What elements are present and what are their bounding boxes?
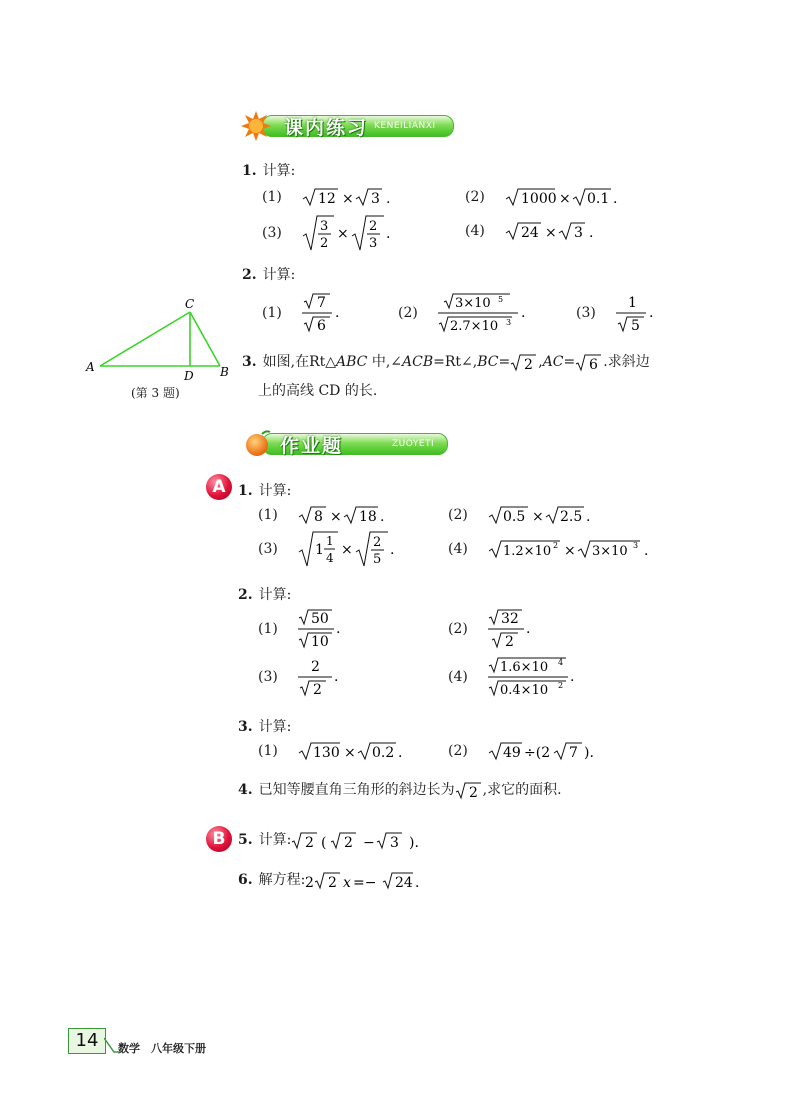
part-label: (1)	[258, 621, 278, 637]
point-c-label: C	[185, 297, 195, 311]
part-label: (4)	[448, 669, 468, 685]
svg-text:0.4×10: 0.4×10	[500, 683, 549, 698]
question-2-homework	[238, 584, 291, 604]
math-expression	[291, 830, 441, 850]
page-number: 14	[68, 1028, 106, 1054]
part-label: (1)	[262, 305, 282, 321]
question-2-practice	[242, 264, 295, 284]
svg-text:).: ).	[409, 835, 420, 850]
svg-text:3: 3	[369, 236, 378, 251]
svg-text:0.2: 0.2	[372, 745, 395, 761]
svg-text:×: ×	[341, 542, 354, 558]
s1-q1-part3	[262, 214, 422, 252]
svg-text:×: ×	[342, 191, 355, 207]
book-title: 数学 八年级下册	[118, 1042, 206, 1055]
question-text: 计算:	[258, 832, 292, 848]
s1-q2-part1	[262, 292, 362, 334]
svg-text:0.1: 0.1	[587, 191, 610, 207]
svg-text:.: .	[415, 875, 420, 890]
side-ac	[100, 312, 190, 366]
svg-text:x: x	[343, 875, 352, 890]
section-title: 课内练习	[284, 117, 369, 139]
orange-ball-icon	[242, 428, 272, 458]
svg-text:2: 2	[320, 236, 329, 251]
svg-text:3: 3	[320, 219, 329, 234]
section-subtitle: ZUOYETI	[392, 439, 435, 449]
svg-text:0.5: 0.5	[503, 509, 526, 525]
svg-text:.: .	[570, 669, 575, 685]
question-3-practice: 3. 如图,在Rt△ABC 中,∠ACB=Rt∠,BC= 2 ,AC= 6 .求斜边	[242, 354, 650, 372]
question-text: 已知等腰直角三角形的斜边长为	[258, 782, 455, 798]
svg-text:5: 5	[498, 295, 504, 304]
s2-q2-part1	[258, 608, 358, 650]
part-label: (4)	[448, 541, 468, 557]
svg-text:2: 2	[311, 659, 321, 675]
svg-text:×: ×	[545, 225, 558, 241]
s2-q2-part4	[448, 656, 588, 698]
svg-text:.: .	[586, 509, 591, 525]
svg-text:32: 32	[501, 611, 520, 627]
svg-text:2.7×10: 2.7×10	[450, 319, 499, 334]
svg-text:4: 4	[558, 658, 564, 667]
question-text-end: ,求它的面积.	[482, 782, 562, 798]
svg-text:2.5: 2.5	[560, 509, 583, 525]
svg-text:5: 5	[373, 552, 382, 567]
svg-text:3: 3	[574, 225, 584, 241]
svg-text:.: .	[390, 542, 395, 558]
svg-text:.: .	[334, 669, 339, 685]
svg-text:×: ×	[532, 509, 545, 525]
svg-text:3: 3	[506, 318, 512, 327]
question-number: 4.	[238, 782, 253, 798]
question-6-homework	[238, 870, 455, 890]
svg-text:3: 3	[633, 541, 639, 550]
svg-text:18: 18	[359, 509, 378, 525]
svg-text:12: 12	[318, 191, 337, 207]
part-label: (2)	[448, 743, 468, 759]
point-a-label: A	[86, 360, 95, 374]
question-text: 解方程:	[258, 872, 306, 888]
math-expression	[488, 608, 548, 650]
svg-text:.: .	[386, 191, 391, 207]
part-label: (2)	[448, 621, 468, 637]
svg-text:3×10: 3×10	[455, 296, 492, 311]
svg-text:.: .	[589, 225, 594, 241]
part-label: (2)	[398, 305, 418, 321]
svg-text:2: 2	[305, 875, 315, 890]
svg-text:×: ×	[337, 226, 350, 242]
math-expression	[298, 504, 408, 526]
s2-q3-part1	[258, 740, 418, 762]
question-3-homework	[238, 716, 291, 736]
question-text: 如图,在Rt△ABC 中,∠ACB=Rt∠,BC=	[262, 354, 511, 370]
sun-icon	[240, 110, 272, 142]
svg-text:(: (	[321, 835, 327, 850]
s1-q1-part1	[262, 186, 422, 208]
question-3-line2: 上的高线 CD 的长.	[258, 383, 378, 399]
svg-text:2: 2	[505, 634, 515, 650]
svg-text:.: .	[398, 745, 403, 761]
svg-text:.: .	[336, 621, 341, 637]
svg-text:2: 2	[553, 541, 559, 550]
svg-text:2: 2	[305, 835, 315, 850]
svg-text:8: 8	[314, 509, 324, 525]
svg-text:10: 10	[311, 634, 330, 650]
part-label: (2)	[448, 507, 468, 523]
svg-text:.: .	[649, 305, 654, 321]
math-expression	[298, 530, 418, 568]
part-label: (3)	[262, 225, 282, 241]
svg-text:1.2×10: 1.2×10	[503, 544, 552, 559]
part-label: (3)	[576, 305, 596, 321]
svg-text:2: 2	[373, 535, 382, 550]
part-label: (1)	[258, 743, 278, 759]
svg-text:.: .	[380, 509, 385, 525]
level-a-badge: A	[206, 474, 232, 500]
svg-text:6: 6	[317, 318, 327, 334]
s1-q1-part2	[465, 186, 655, 208]
question-1-practice	[242, 160, 295, 180]
s2-q1-part3	[258, 530, 418, 568]
question-5-homework	[238, 830, 441, 850]
svg-text:24: 24	[521, 225, 540, 241]
svg-text:×: ×	[344, 745, 357, 761]
math-expression	[488, 504, 608, 526]
svg-text:×: ×	[330, 509, 343, 525]
question-number: 3.	[238, 719, 253, 735]
svg-text:2: 2	[369, 219, 378, 234]
svg-text:2: 2	[524, 357, 534, 372]
svg-text:2: 2	[344, 835, 354, 850]
svg-text:1: 1	[326, 534, 335, 548]
s1-q2-part2	[398, 292, 538, 334]
svg-text:.: .	[644, 543, 649, 559]
s2-q3-part2	[448, 740, 618, 762]
math-expression	[438, 292, 538, 334]
svg-text:2: 2	[313, 682, 323, 698]
part-label: (4)	[465, 223, 485, 239]
question-number: 6.	[238, 872, 253, 888]
math-expression	[505, 220, 625, 242]
part-label: (3)	[258, 669, 278, 685]
svg-text:50: 50	[311, 611, 330, 627]
question-text: 计算:	[258, 587, 292, 603]
s1-q1-part4	[465, 220, 625, 242]
svg-text:.: .	[335, 305, 340, 321]
svg-text:7: 7	[317, 295, 327, 311]
question-number: 1.	[242, 163, 257, 179]
svg-text:−: −	[363, 835, 376, 850]
svg-text:÷(2: ÷(2	[524, 745, 551, 761]
question-text: 计算:	[262, 267, 296, 283]
math-expression	[302, 186, 422, 208]
part-label: (1)	[258, 507, 278, 523]
math-expression	[302, 292, 362, 334]
s2-q1-part2	[448, 504, 608, 526]
s1-q2-part3	[576, 292, 676, 334]
svg-text:6: 6	[589, 357, 599, 372]
svg-text:4: 4	[326, 551, 335, 565]
math-sqrt6	[575, 352, 603, 372]
math-expression	[488, 538, 658, 560]
s2-q1-part1	[258, 504, 408, 526]
question-number: 2.	[242, 267, 257, 283]
svg-text:3: 3	[371, 191, 381, 207]
point-b-label: B	[220, 365, 229, 379]
svg-text:=−: =−	[353, 875, 377, 890]
svg-text:24: 24	[395, 875, 414, 890]
s2-q2-part3	[258, 656, 358, 698]
svg-text:1000: 1000	[521, 191, 558, 207]
question-4-homework	[238, 780, 562, 800]
math-expression	[616, 292, 676, 334]
math-expression	[302, 214, 422, 252]
svg-text:49: 49	[503, 745, 522, 761]
svg-text:.: .	[521, 305, 526, 321]
s2-q2-part2	[448, 608, 548, 650]
question-text: 计算:	[258, 719, 292, 735]
svg-text:7: 7	[569, 745, 579, 761]
svg-text:2: 2	[558, 681, 564, 690]
svg-text:2: 2	[468, 785, 478, 800]
svg-text:1.6×10: 1.6×10	[500, 660, 549, 675]
side-bc	[190, 312, 220, 366]
question-number: 5.	[238, 832, 253, 848]
point-d-label: D	[184, 369, 194, 383]
question-text: 计算:	[262, 163, 296, 179]
question-text: 计算:	[258, 483, 292, 499]
svg-text:3×10: 3×10	[592, 544, 629, 559]
s2-q1-part4	[448, 538, 658, 560]
math-expression	[298, 740, 418, 762]
question-number: 3.	[242, 354, 257, 370]
svg-text:×: ×	[564, 543, 577, 559]
svg-text:.: .	[526, 621, 531, 637]
svg-text:.: .	[386, 226, 391, 242]
math-expression	[488, 740, 618, 762]
section-subtitle: KENEILIANXI	[374, 121, 436, 131]
math-expression	[488, 656, 588, 698]
math-expression	[298, 608, 358, 650]
svg-text:).: ).	[584, 745, 595, 761]
math-expression	[305, 870, 455, 890]
section-header-practice	[240, 110, 460, 140]
question-number: 1.	[238, 483, 253, 499]
math-sqrt2	[455, 780, 483, 800]
svg-text:5: 5	[631, 318, 641, 334]
math-expression	[505, 186, 655, 208]
level-b-badge: B	[206, 826, 232, 852]
section-title: 作业题	[280, 435, 344, 457]
svg-text:×: ×	[559, 191, 572, 207]
svg-text:3: 3	[390, 835, 400, 850]
svg-text:2: 2	[328, 875, 338, 890]
math-expression	[298, 656, 358, 698]
math-sqrt2	[510, 352, 538, 372]
question-number: 2.	[238, 587, 253, 603]
svg-text:.: .	[613, 191, 618, 207]
part-label: (2)	[465, 189, 485, 205]
question-1-homework	[238, 480, 291, 500]
svg-text:130: 130	[313, 745, 341, 761]
svg-text:1: 1	[628, 295, 638, 311]
part-label: (1)	[262, 189, 282, 205]
part-label: (3)	[258, 541, 278, 557]
svg-text:1: 1	[315, 542, 325, 558]
section-header-homework	[240, 428, 460, 458]
figure-caption: (第 3 题)	[131, 386, 180, 400]
